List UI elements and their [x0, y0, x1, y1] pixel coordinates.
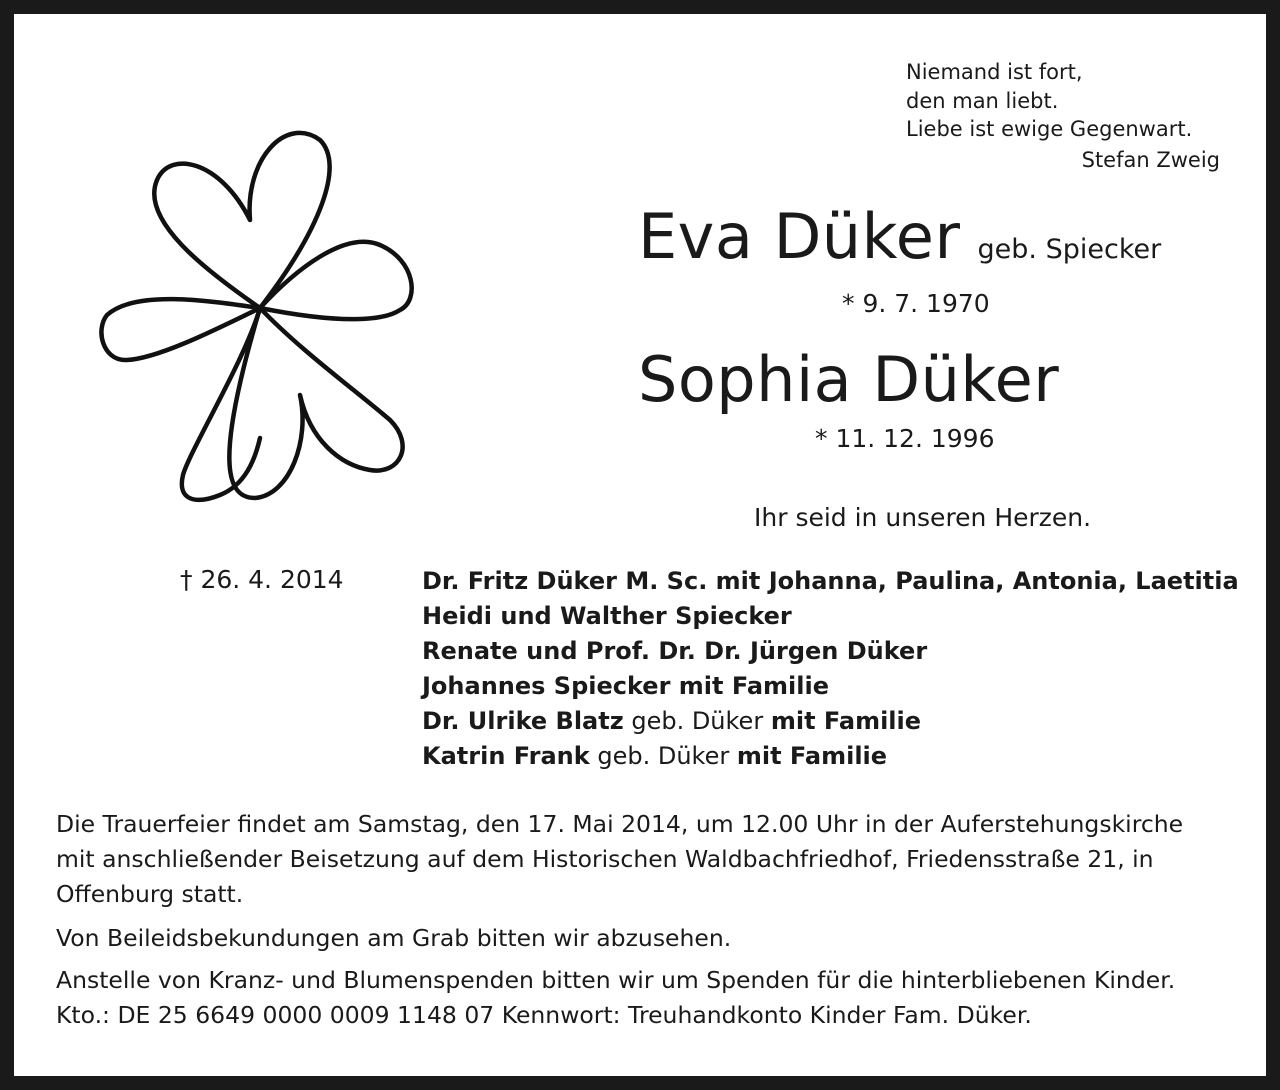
mourner-text: Katrin Frank — [422, 742, 590, 770]
quote-author: Stefan Zweig — [1081, 148, 1220, 172]
deceased-2-name: Sophia Düker — [638, 343, 1060, 416]
mourner-text: geb. Düker — [589, 742, 737, 770]
mourners-list — [422, 564, 1239, 774]
mourner-line — [422, 739, 1239, 774]
deceased-1-name: Eva Düker — [638, 200, 961, 273]
mourner-line — [422, 634, 1239, 669]
mourner-text: geb. Düker — [623, 707, 771, 735]
deceased-1-maiden-name: geb. Spiecker — [977, 234, 1162, 265]
mourner-text: mit Familie — [770, 707, 922, 735]
deceased-1 — [638, 202, 1161, 272]
death-date: † 26. 4. 2014 — [180, 565, 344, 594]
quote-line-1: Niemand ist fort, — [906, 60, 1083, 84]
mourner-text: Dr. Fritz Düker M. Sc. mit Johanna, Paulina, Antonia, Laetitia — [422, 567, 1239, 595]
deceased-2-birth-date: * 11. 12. 1996 — [815, 424, 995, 453]
deceased-1-birth-date: * 9. 7. 1970 — [842, 289, 990, 318]
remembrance-text: Ihr seid in unseren Herzen. — [754, 503, 1092, 532]
mourner-text: mit Familie — [736, 742, 888, 770]
condolence-note: Von Beileidsbekundungen am Grab bitten wir abzusehen. — [56, 924, 732, 952]
mourner-text: Johannes Spiecker mit Familie — [422, 672, 829, 700]
four-leaf-clover-icon — [95, 120, 425, 510]
quote-line-2: den man liebt. — [906, 89, 1059, 113]
quote-line-3: Liebe ist ewige Gegenwart. — [906, 117, 1193, 141]
mourner-line — [422, 704, 1239, 739]
mourner-text: Heidi und Walther Spiecker — [422, 602, 792, 630]
mourner-line — [422, 669, 1239, 704]
mourner-text: Renate und Prof. Dr. Dr. Jürgen Düker — [422, 637, 928, 665]
mourner-line — [422, 599, 1239, 634]
donation-note: Anstelle von Kranz- und Blumenspenden bitten wir um Spenden für die hinterbliebenen Kinder. Kto.: DE 25 6649 0000 0009 1148 07 Kennwort: Treuhandkonto Kinder Fam. Düker. — [56, 966, 1176, 1029]
funeral-notice: Die Trauerfeier findet am Samstag, den 17. Mai 2014, um 12.00 Uhr in der Auferstehungskirche mit anschließender Beisetzung auf dem Historischen Waldbachfriedhof, Friedensstraße 21, in Offenburg statt. — [56, 810, 1184, 908]
mourner-line — [422, 564, 1239, 599]
mourner-text: Dr. Ulrike Blatz — [422, 707, 624, 735]
